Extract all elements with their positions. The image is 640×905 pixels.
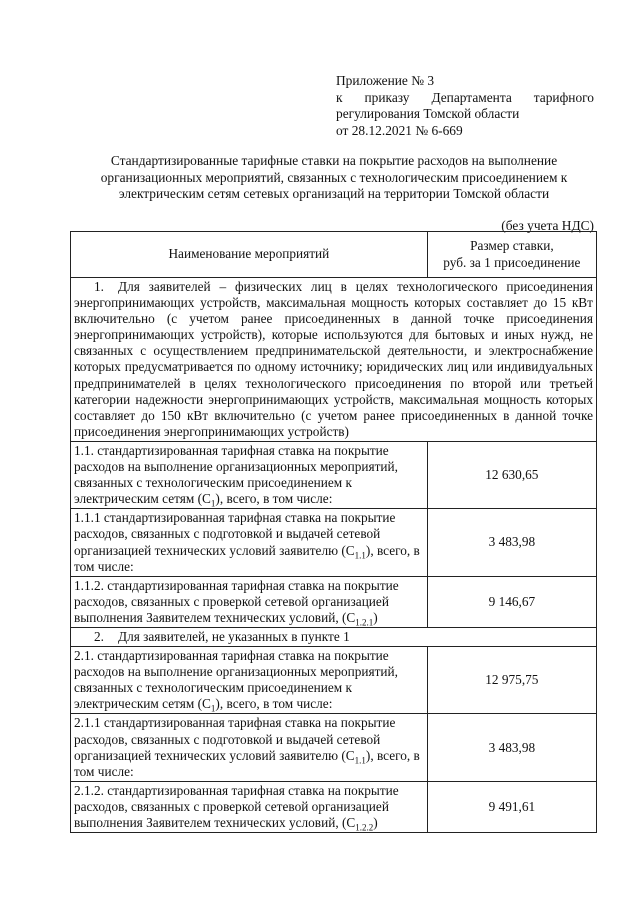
section-number: 1. xyxy=(94,279,104,294)
section-text: Для заявителей – физических лиц в целях технологического присоединения энергопринимающих устройств, максимальная мощность которых составляет до 15 кВт включительно (с учетом ранее присоединенных в данной точке присоединения энергопринимающих устройств), которые используются для бытовых и иных нужд, не связанных с осуществлением предпринимательской деятельности, и электроснабжение которых предусматривается по одному источнику; юридических лиц или индивидуальных предпринимателей в целях технологического присоединения по второй или третьей категории надежности энергопринимающих устройств, максимальная мощность которых составляет до 150 кВт включительно (с учетом ранее присоединенных в данной точке присоединения энергопринимающих устройств) xyxy=(74,279,593,439)
appendix-department: регулирования Томской области xyxy=(336,106,520,122)
rate-value-cell: 12 975,75 xyxy=(427,647,596,714)
document-title: Стандартизированные тарифные ставки на покрытие расходов на выполнение организационных мероприятий, связанных с технологическим присоединением к электрическим сетям сетевых организаций на территории Томской области xyxy=(100,153,568,201)
section-row xyxy=(71,278,597,442)
appendix-word: к xyxy=(336,89,343,105)
appendix-number: Приложение № 3 xyxy=(336,73,435,88)
rate-name-cell xyxy=(71,441,428,508)
rate-subscript: 1.1 xyxy=(354,755,366,766)
rate-name-tail: ) xyxy=(373,815,378,830)
rate-name-text: 2.1. стандартизированная тарифная ставка на покрытие расходов на выполнение организационных мероприятий, связанных с технологическим присоединением к электрическим сетям (С xyxy=(74,648,398,712)
appendix-word: приказу xyxy=(364,89,410,105)
section-text: Для заявителей, не указанных в пункте 1 xyxy=(118,628,350,644)
rate-subscript: 1 xyxy=(210,498,216,509)
section-1-cell xyxy=(71,278,597,442)
section-row xyxy=(71,627,597,646)
vat-note: (без учета НДС) xyxy=(501,218,594,233)
rate-name-tail: ), всего, в том числе: xyxy=(215,696,333,712)
rate-value-cell: 12 630,65 xyxy=(427,441,596,508)
table-row xyxy=(71,509,597,576)
appendix-word: тарифного xyxy=(533,89,594,105)
rate-name-text: 2.1.2. стандартизированная тарифная ставка на покрытие расходов, связанных с проверкой сетевой организацией выполнения Заявителем технических условий, (С xyxy=(74,782,399,830)
rate-name-text: 1.1. стандартизированная тарифная ставка на покрытие расходов на выполнение организационных мероприятий, связанных с технологическим присоединением к электрическим сетям (С xyxy=(74,442,398,507)
rate-subscript: 1.1 xyxy=(354,550,366,561)
appendix-order-line xyxy=(336,90,594,107)
rate-name-tail: ), всего, в том числе: xyxy=(215,491,333,507)
table-row xyxy=(71,647,597,714)
rate-name-cell xyxy=(71,647,428,714)
rates-table xyxy=(70,231,597,833)
header-value-line: руб. за 1 присоединение xyxy=(443,254,581,270)
rate-value-cell: 3 483,98 xyxy=(427,509,596,576)
table-row xyxy=(71,441,597,508)
rate-name-cell xyxy=(71,714,428,781)
rate-name-tail: ), всего, в том числе: xyxy=(74,542,420,574)
appendix-word: Департамента xyxy=(431,89,512,105)
rate-name-text: 1.1.1 стандартизированная тарифная ставка на покрытие расходов, связанных с подготовкой и выдачей сетевой организацией технических условий заявителю (С xyxy=(74,510,396,558)
section-number: 2. xyxy=(94,628,104,644)
section-2-cell xyxy=(71,627,597,646)
rate-subscript: 1.2.1 xyxy=(355,617,374,628)
header-name-cell: Наименование мероприятий xyxy=(71,232,428,278)
table-row xyxy=(71,781,597,832)
rate-value-cell: 9 491,61 xyxy=(427,781,596,832)
header-value-line: Размер ставки, xyxy=(470,238,554,254)
rate-name-cell xyxy=(71,781,428,832)
table-row xyxy=(71,714,597,781)
rate-name-text: 1.1.2. стандартизированная тарифная ставка на покрытие расходов, связанных с проверкой сетевой организацией выполнения Заявителем технических условий, (С xyxy=(74,577,399,625)
appendix-date: от 28.12.2021 № 6-669 xyxy=(336,122,463,138)
rate-name-tail: ), всего, в том числе: xyxy=(74,747,420,779)
rate-name-cell xyxy=(71,509,428,576)
rate-value-cell: 9 146,67 xyxy=(427,576,596,627)
rate-name-cell xyxy=(71,576,428,627)
rate-subscript: 1.2.2 xyxy=(355,822,374,833)
header-value-cell xyxy=(427,232,596,278)
rate-subscript: 1 xyxy=(210,704,216,714)
appendix-block xyxy=(336,73,594,139)
table-header-row xyxy=(71,232,597,278)
rate-name-text: 2.1.1 стандартизированная тарифная ставка на покрытие расходов, связанных с подготовкой и выдачей сетевой организацией технических условий заявителю (С xyxy=(74,715,396,763)
rate-name-tail: ) xyxy=(373,609,378,625)
rate-value-cell: 3 483,98 xyxy=(427,714,596,781)
table-row xyxy=(71,576,597,627)
